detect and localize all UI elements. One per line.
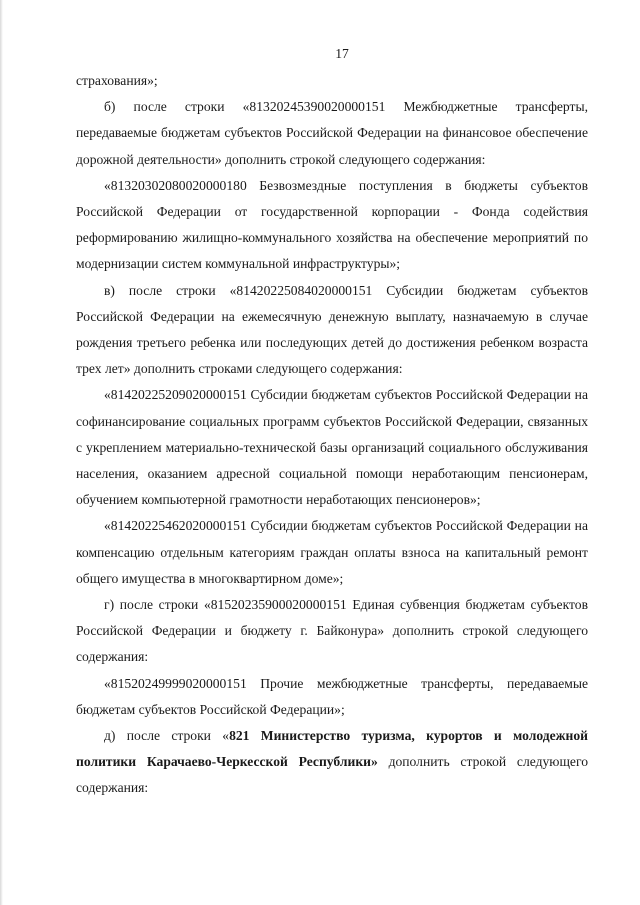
paragraph-item-v: в) после строки «81420225084020000151 Субсидии бюджетам субъектов Российской Федерации на ежемесячную денежную выплату, назначаемую в случае рождения третьего ребенка или последующих детей до достижения ребенком возраста трех лет» дополнить строками следующего содержания: [76,282,588,377]
paragraph-item-b: б) после строки «81320245390020000151 Межбюджетные трансферты, передаваемые бюджетам субъектов Российской Федерации на финансовое обеспечение дорожной деятельности» дополнить строкой следующего содержания: [76,99,588,167]
page-number: 17 [335,46,349,61]
paragraph-item-d-bold: 821 Министерство туризма, курортов и молодежной политики Карачаево-Черкесской Республики» [76,728,588,770]
paragraph-0: страхования»; [76,73,158,88]
paragraph-quote-3: «81420225462020000151 Субсидии бюджетам субъектов Российской Федерации на компенсацию отдельным категориям граждан оплаты взноса на капитальный ремонт общего имущества в многоквартирном доме»; [76,518,588,586]
scan-edge [0,0,3,905]
paragraph-quote-1: «81320302080020000180 Безвозмездные поступления в бюджеты субъектов Российской Федерации от государственной корпорации - Фонда содействия реформированию жилищно-коммунального хозяйства на обеспечение мероприятий по модернизации систем коммунальной инфраструктуры»; [76,177,588,272]
paragraph-quote-2: «81420225209020000151 Субсидии бюджетам субъектов Российской Федерации на софинансирование социальных программ субъектов Российской Федерации, связанных с укреплением материально-технической базы организаций социального обслуживания населения, оказанием адресной социальной помощи неработающим пенсионерам, обучением компьютерной грамотности неработающих пенсионеров»; [76,387,588,508]
paragraph-item-d [76,723,588,802]
paragraph-quote-4: «81520249999020000151 Прочие межбюджетные трансферты, передаваемые бюджетам субъектов Российской Федерации»; [76,675,588,717]
paragraph-item-d-pre: д) после строки « [104,728,230,744]
paragraph-item-d-post: дополнить строкой следующего содержания: [76,754,588,796]
paragraph-item-g: г) после строки «81520235900020000151 Единая субвенция бюджетам субъектов Российской Федерации и бюджету г. Байконура» дополнить строкой следующего содержания: [76,597,588,665]
document-page [76,44,588,802]
